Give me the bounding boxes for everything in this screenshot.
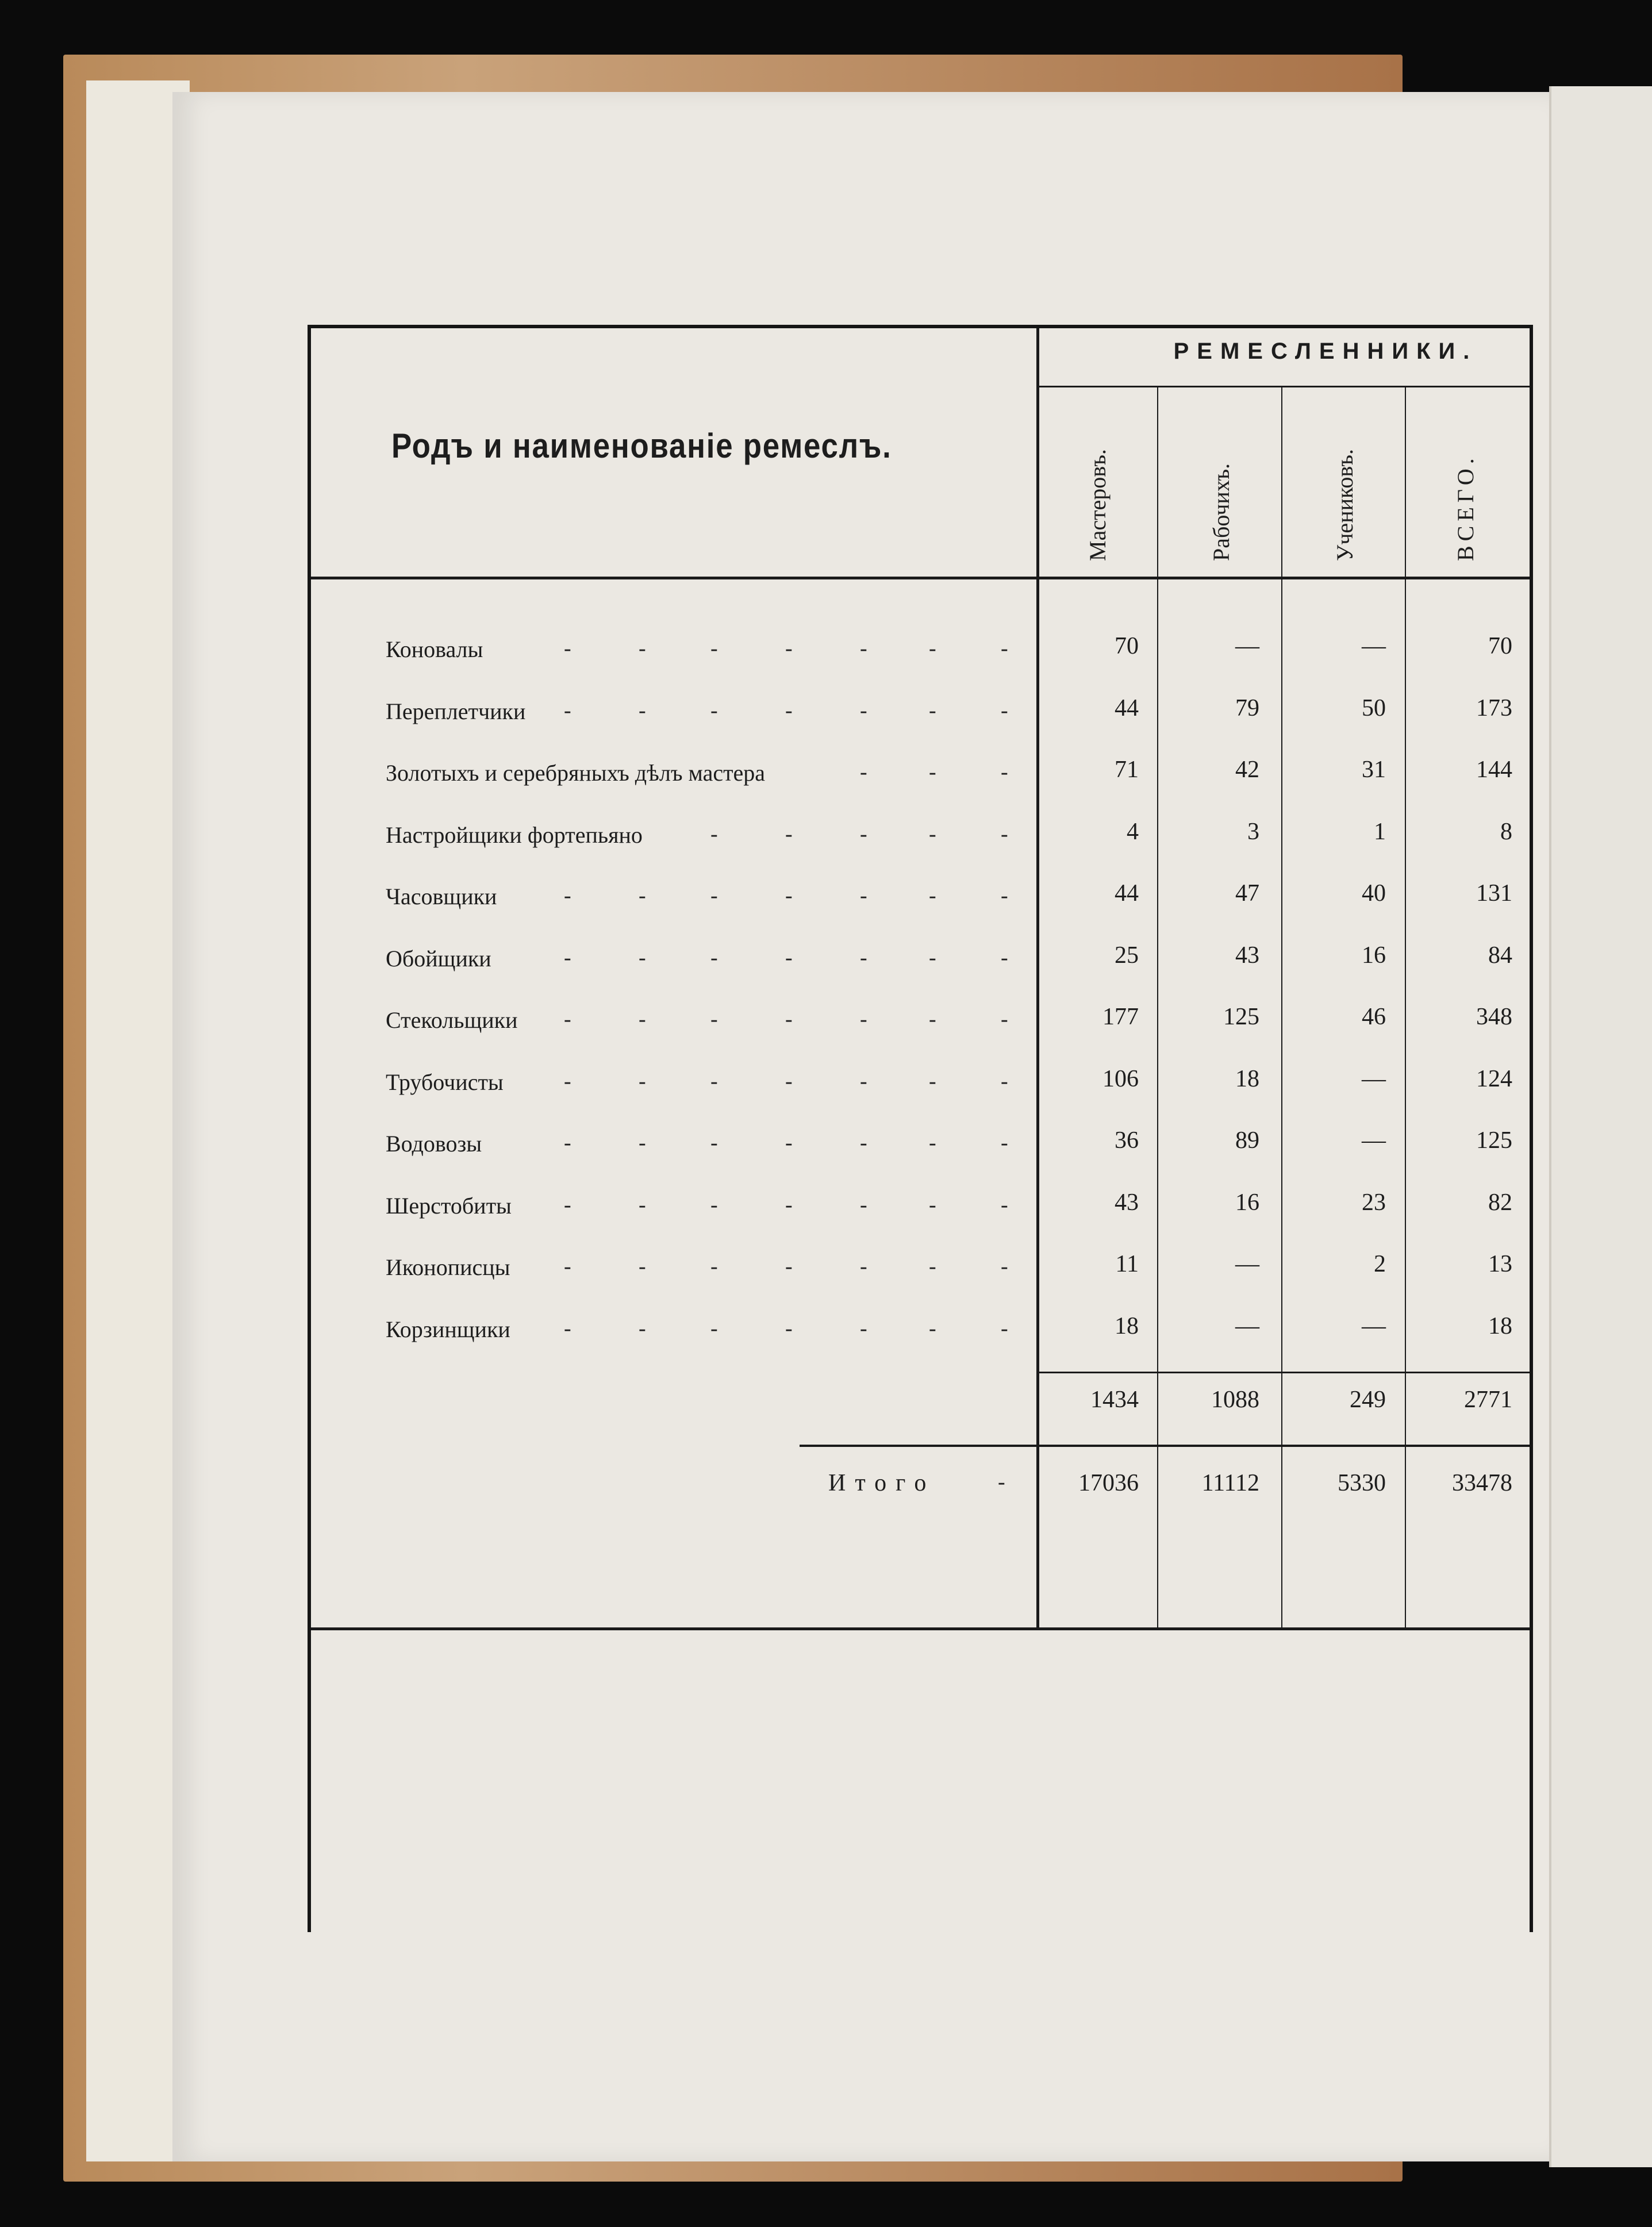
row-value: 50 [1362,694,1386,721]
total-label: Итого [828,1470,936,1496]
row-value: 47 [1235,880,1259,907]
leader-dash: - [1001,1192,1008,1217]
row-name: Обойщики [386,945,491,972]
leader-dash: - [860,1131,867,1155]
leader-dash: - [860,1069,867,1093]
row-name: Стекольщики [386,1007,518,1033]
leader-dash: - [929,821,936,846]
row-name: Иконописцы [386,1254,510,1280]
leader-dash: - [785,1007,793,1031]
leader-dash: - [929,636,936,661]
leader-dash: - [1001,1316,1008,1341]
leader-dash: - [929,1254,936,1278]
leader-dash: - [564,884,571,908]
row-name: Корзинщики [386,1316,510,1342]
bottom-rule [311,1627,1530,1630]
row-value: 3 [1247,818,1259,845]
row-value: 43 [1235,942,1259,969]
name-column-rule [1036,328,1039,1629]
leader-dash: - [929,698,936,723]
leader-dash: - [564,698,571,723]
row-value: 125 [1223,1004,1259,1030]
row-value: 2 [1374,1251,1386,1277]
leader-dash: - [785,1131,793,1155]
leader-dash: - [785,1254,793,1278]
row-name: Коновалы [386,636,483,662]
subtotal-value: 1088 [1211,1387,1259,1413]
row-value: — [1235,1312,1259,1339]
leader-dash: - [785,884,793,908]
leader-dash: - [564,1069,571,1093]
row-value: 18 [1115,1312,1139,1339]
leader-dash: - [639,1316,646,1341]
leader-dash: - [1001,636,1008,661]
leader-dash: - [929,760,936,784]
row-name: Часовщики [386,884,497,909]
row-value: 23 [1362,1189,1386,1216]
row-value: 348 [1476,1004,1512,1030]
leader-dash: - [929,1007,936,1031]
leader-dash: - [785,698,793,723]
row-value: 124 [1476,1065,1512,1092]
leader-dash: - [929,1131,936,1155]
leader-dash: - [1001,945,1008,970]
leader-dash: - [929,945,936,970]
leader-dash: - [929,1316,936,1341]
leader-dash: - [710,636,718,661]
total-value: 17036 [1078,1470,1139,1496]
row-value: 125 [1476,1127,1512,1154]
leader-dash: - [564,636,571,661]
leader-dash: - [710,1007,718,1031]
leader-dash: - [860,821,867,846]
leader-dash: - [639,698,646,723]
leader-dash: - [785,636,793,661]
leader-dash: - [785,945,793,970]
col-rule-3 [1405,386,1406,1629]
row-value: 173 [1476,694,1512,721]
leader-dash: - [1001,1131,1008,1155]
leader-dash: - [639,1254,646,1278]
row-value: 40 [1362,880,1386,907]
leader-dash: - [860,1254,867,1278]
table-title: Родъ и наименованіе ремеслъ. [391,427,892,465]
row-value: — [1362,1312,1386,1339]
leader-dash: - [639,1192,646,1217]
row-value: 106 [1102,1065,1139,1092]
row-value: 84 [1488,942,1512,969]
leader-dash: - [564,945,571,970]
leader-dash: - [785,1192,793,1217]
total-value: 33478 [1452,1470,1512,1496]
row-value: 36 [1115,1127,1139,1154]
row-value: 79 [1235,694,1259,721]
row-value: 13 [1488,1251,1512,1277]
total-dash: - [998,1470,1005,1494]
facing-page [1549,86,1652,2167]
leader-dash: - [564,1316,571,1341]
total-rule [800,1445,1530,1447]
subtotal-value: 1434 [1090,1387,1139,1413]
row-value: 42 [1235,757,1259,783]
total-value: 11112 [1201,1470,1259,1496]
row-value: 89 [1235,1127,1259,1154]
leader-dash: - [1001,698,1008,723]
row-value: — [1235,1251,1259,1277]
leader-dash: - [710,945,718,970]
subtotal-rule [1036,1372,1530,1373]
leader-dash: - [710,1192,718,1217]
leader-dash: - [710,1254,718,1278]
leader-dash: - [639,884,646,908]
leader-dash: - [710,698,718,723]
leader-dash: - [1001,1254,1008,1278]
row-value: — [1235,633,1259,659]
row-value: 71 [1115,757,1139,783]
crafts-table [308,325,1533,1932]
leader-dash: - [564,1254,571,1278]
row-value: 177 [1102,1004,1139,1030]
leader-dash: - [860,1007,867,1031]
leader-dash: - [639,1131,646,1155]
row-value: 18 [1235,1065,1259,1092]
row-name: Водовозы [386,1131,482,1157]
row-value: 82 [1488,1189,1512,1216]
row-value: 44 [1115,880,1139,907]
row-value: 43 [1115,1189,1139,1216]
leader-dash: - [710,1069,718,1093]
row-value: 1 [1374,818,1386,845]
leader-dash: - [785,821,793,846]
leader-dash: - [639,1007,646,1031]
leader-dash: - [1001,760,1008,784]
row-value: 18 [1488,1312,1512,1339]
row-value: — [1362,633,1386,659]
leader-dash: - [710,884,718,908]
leader-dash: - [1001,1069,1008,1093]
row-value: 8 [1500,818,1512,845]
leader-dash: - [1001,884,1008,908]
row-name: Золотыхъ и серебряныхъ дѣлъ мастера [386,760,766,786]
leader-dash: - [639,636,646,661]
leader-dash: - [564,1131,571,1155]
row-name: Настройщики фортепьяно [386,821,643,848]
leader-dash: - [860,945,867,970]
leader-dash: - [860,698,867,723]
row-value: 44 [1115,694,1139,721]
row-value: 70 [1115,633,1139,659]
leader-dash: - [564,1007,571,1031]
row-value: 4 [1127,818,1139,845]
group-header: РЕМЕСЛЕННИКИ. [1173,339,1478,364]
leader-dash: - [1001,821,1008,846]
leader-dash: - [860,760,867,784]
row-value: 25 [1115,942,1139,969]
row-name: Переплетчики [386,698,526,724]
leader-dash: - [564,1192,571,1217]
row-value: 46 [1362,1004,1386,1030]
subtotal-value: 2771 [1464,1387,1512,1413]
leader-dash: - [639,1069,646,1093]
leader-dash: - [860,1316,867,1341]
leader-dash: - [710,1316,718,1341]
leader-dash: - [860,636,867,661]
leader-dash: - [1001,1007,1008,1031]
row-value: — [1362,1065,1386,1092]
leader-dash: - [929,884,936,908]
leader-dash: - [639,945,646,970]
row-value: 131 [1476,880,1512,907]
col-rule-1 [1157,386,1158,1629]
row-value: 16 [1235,1189,1259,1216]
header-rule [311,577,1530,579]
subtotal-value: 249 [1350,1387,1386,1413]
col-header-workers: Рабочихъ. [1208,463,1234,561]
leader-dash: - [710,821,718,846]
leader-dash: - [860,884,867,908]
leader-dash: - [710,1131,718,1155]
row-name: Трубочисты [386,1069,504,1095]
group-rule [1036,386,1530,387]
col-header-masters: Мастеровъ. [1085,449,1111,561]
row-value: 70 [1488,633,1512,659]
row-value: — [1362,1127,1386,1154]
leader-dash: - [785,1069,793,1093]
row-name: Шерстобиты [386,1192,512,1219]
leader-dash: - [929,1069,936,1093]
leader-dash: - [785,1316,793,1341]
row-value: 11 [1115,1251,1139,1277]
total-value: 5330 [1338,1470,1386,1496]
leader-dash: - [860,1192,867,1217]
col-header-total: ВСЕГО. [1453,454,1478,561]
row-value: 16 [1362,942,1386,969]
row-value: 144 [1476,757,1512,783]
row-value: 31 [1362,757,1386,783]
col-rule-2 [1281,386,1282,1629]
col-header-apprentices: Учениковъ. [1332,449,1358,561]
leader-dash: - [929,1192,936,1217]
